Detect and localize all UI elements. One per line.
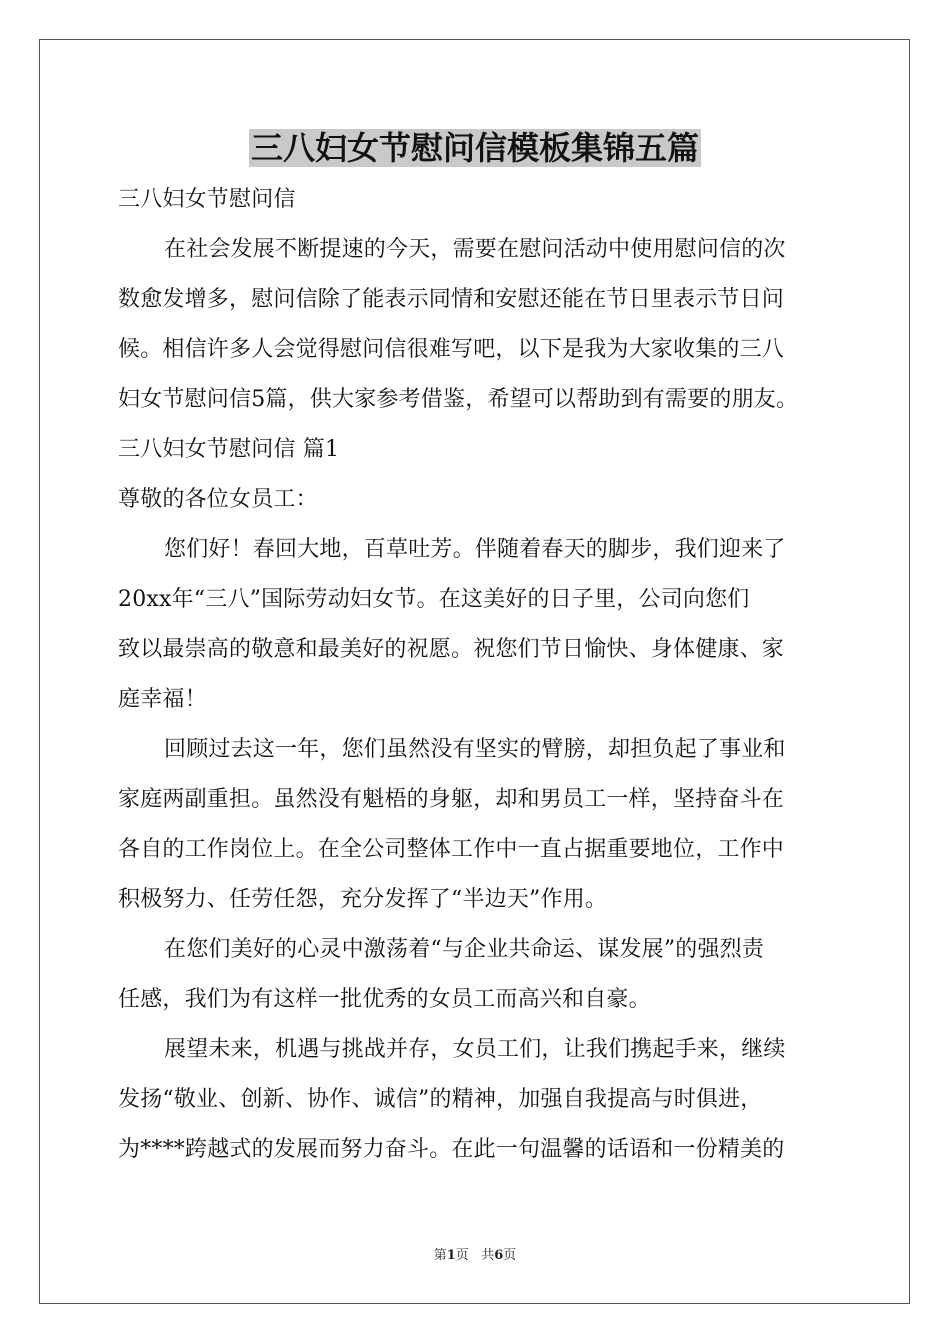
- section-heading: 三八妇女节慰问信 篇1: [118, 437, 340, 462]
- paragraph-line: 数愈发增多，慰问信除了能表示同情和安慰还能在节日里表示节日问: [118, 287, 785, 312]
- paragraph-line: 积极努力、任劳任怨，充分发挥了“半边天”作用。: [118, 887, 608, 912]
- paragraph-line: 为****跨越式的发展而努力奋斗。在此一句温馨的话语和一份精美的: [118, 1137, 785, 1162]
- paragraph-line: 庭幸福！: [118, 687, 207, 712]
- document-title-text: 三八妇女节慰问信模板集锦五篇: [250, 129, 699, 167]
- document-title: [0, 126, 950, 170]
- page-prefix: 第: [433, 1248, 447, 1263]
- paragraph-line: 候。相信许多人会觉得慰问信很难写吧，以下是我为大家收集的三八: [118, 337, 785, 362]
- paragraph-line: 在您们美好的心灵中激荡着“与企业共命运、谋发展”的强烈责: [164, 937, 765, 962]
- document-body: [118, 175, 838, 1175]
- section-heading: 三八妇女节慰问信: [118, 187, 296, 212]
- page-current: 1: [446, 1248, 456, 1263]
- paragraph-line: 在社会发展不断提速的今天，需要在慰问活动中使用慰问信的次: [164, 237, 786, 262]
- paragraph-line: 发扬“敬业、创新、协作、诚信”的精神，加强自我提高与时俱进，: [118, 1087, 763, 1112]
- total-unit: 页: [503, 1248, 517, 1263]
- paragraph-line: 各自的工作岗位上。在全公司整体工作中一直占据重要地位，工作中: [118, 837, 785, 862]
- letter-salutation: 尊敬的各位女员工：: [118, 487, 318, 512]
- paragraph-line: 回顾过去这一年，您们虽然没有坚实的臂膀，却担负起了事业和: [164, 737, 786, 762]
- paragraph-line: 妇女节慰问信5篇，供大家参考借鉴，希望可以帮助到有需要的朋友。: [118, 387, 799, 412]
- page-unit: 页: [455, 1248, 469, 1263]
- page-total: 6: [494, 1248, 504, 1263]
- paragraph-line: 20xx年“三八”国际劳动妇女节。在这美好的日子里，公司向您们: [118, 587, 750, 612]
- paragraph-line: 家庭两副重担。虽然没有魁梧的身躯，却和男员工一样，坚持奋斗在: [118, 787, 785, 812]
- paragraph-line: 致以最崇高的敬意和最美好的祝愿。祝您们节日愉快、身体健康、家: [118, 637, 785, 662]
- paragraph-line: 任感，我们为有这样一批优秀的女员工而高兴和自豪。: [118, 987, 651, 1012]
- page-footer: [0, 1246, 950, 1266]
- paragraph-line: 展望未来，机遇与挑战并存，女员工们，让我们携起手来，继续: [164, 1037, 786, 1062]
- paragraph-line: 您们好！春回大地，百草吐芳。伴随着春天的脚步，我们迎来了: [164, 537, 786, 562]
- total-prefix: 共: [481, 1248, 495, 1263]
